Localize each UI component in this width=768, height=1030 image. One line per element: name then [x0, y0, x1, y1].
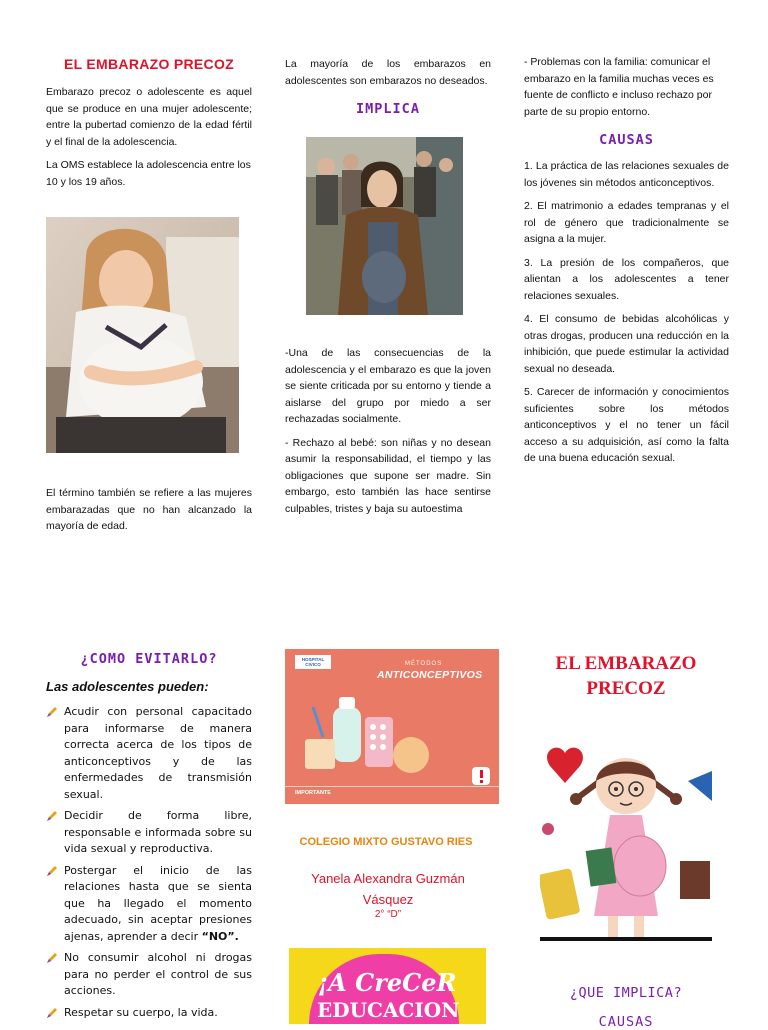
poster-footer-bar [285, 786, 499, 787]
title-embarazo-precoz: EL EMBARAZO PRECOZ [63, 56, 235, 72]
list-item: Respetar su cuerpo, la vida. [46, 1005, 252, 1022]
prevention-list [46, 704, 252, 1021]
illustration-cartoon-pregnant-girl [540, 741, 712, 941]
top-left-column [46, 56, 252, 197]
paragraph-consecuencias: -Una de las consecuencias de la adolescencia y el embarazo es que la joven se siente criticada por su entorno y tiende a aislarse del grupo por miedo a ser rechazadas socialmente. [285, 347, 491, 425]
bottom-left-column [46, 651, 252, 1026]
paragraph-no-deseados: La mayoría de los embarazos en adolescentes son embarazos no deseados. [285, 58, 491, 87]
poster-title: ANTICONCEPTIVOS [377, 669, 483, 681]
cover-title [540, 651, 712, 701]
top-right-column [524, 54, 729, 474]
heading-que-implica: ¿QUE IMPLICA? [569, 985, 683, 1001]
heading-implica: IMPLICA [356, 101, 420, 117]
heading-causas-cover: CAUSAS [598, 1014, 654, 1030]
causa-item: 5. Carecer de información y conocimientos suficientes sobre los métodos anticonceptivos y el no tener un fácil acceso a su adquisición, así como la falta de una buena educación sexual. [524, 386, 729, 464]
paragraph-mayoria-edad: El término también se refiere a las mujeres embarazadas que no han alcanzado la mayoría de edad. [46, 487, 252, 532]
paragraph-definition: Embarazo precoz o adolescente es aquel que se produce en una mujer adolescente; entre la pubertad comienzo de la edad fértil y el final de la adolescencia. [46, 86, 252, 148]
photo-teen-hallway [306, 137, 463, 315]
list-item: Acudir con personal capacitado para informarse de manera correcta acerca de los tipos de anticonceptivos y de las enfermedades de transmisión sexual. [46, 704, 252, 803]
poster-kicker: MÉTODOS [405, 661, 443, 667]
pencil-bullet-icon [46, 810, 58, 822]
causa-item: 2. El matrimonio a edades tempranas y el rol de género que tradicionalmente se asigna a la mujer. [524, 200, 729, 245]
grade-label: 2° “D” [374, 909, 402, 920]
poster-footer-label: IMPORTANTE [295, 790, 331, 796]
cover-title-line2: PRECOZ [586, 678, 666, 699]
school-name: COLEGIO MIXTO GUSTAVO RIES [299, 836, 473, 848]
alert-sign-icon [471, 766, 491, 786]
cover-title-line1: EL EMBARAZO [555, 653, 697, 674]
cover-divider [540, 937, 712, 941]
pencil-bullet-icon [46, 865, 58, 877]
banner-a-crecer [289, 948, 486, 1024]
poster-brand: HOSPITAL CIVICO [295, 655, 331, 669]
paragraph-rechazo-bebe: - Rechazo al bebé: son niñas y no desean asumir la responsabilidad, el tiempo y las obligaciones que supone ser madre. Sin embargo, esto también las hace sentirse culpables, tristes y baja su autoestima [285, 436, 491, 515]
top-middle-column [285, 56, 491, 117]
top-left-bottom-text [46, 485, 252, 542]
paragraph-problemas-familia: - Problemas con la familia: comunicar el embarazo en la familia muchas veces es fuente de conflicto e incluso rechazo por parte de su propio entorno. [524, 56, 714, 118]
banner-line1: ¡A CreCeR [317, 968, 457, 997]
causa-item: 4. El consumo de bebidas alcohólicas y otras drogas, producen una reducción en la inhibición, que puede estimular la actividad sexual no deseada. [524, 313, 729, 375]
subheading-adolescentes-pueden: Las adolescentes pueden: [46, 679, 209, 694]
photo-pregnant-teen [46, 217, 239, 453]
contraceptive-characters-icon [293, 677, 443, 787]
pencil-bullet-icon [46, 706, 58, 718]
student-name: Yanela Alexandra Guzmán Vásquez [311, 871, 465, 907]
poster-anticonceptivos [285, 649, 499, 804]
pencil-bullet-icon [46, 952, 58, 964]
top-middle-bottom-text [285, 345, 491, 524]
list-item: Decidir de forma libre, responsable e informada sobre su vida sexual y reproductiva. [46, 808, 252, 858]
list-item: Postergar el inicio de las relaciones hasta que se sienta que ha llegado el momento adecuado, sin aceptar presiones ajenas, aprender a decir “NO”. [46, 863, 252, 946]
list-item: No consumir alcohol ni drogas para no perder el control de sus acciones. [46, 950, 252, 1000]
causa-item: 3. La presión de los compañeros, que alientan a los adolescentes a tener relaciones sexuales. [524, 256, 729, 302]
causa-item: 1. La práctica de las relaciones sexuales de los jóvenes sin métodos anticonceptivos. [524, 160, 729, 189]
heading-como-evitarlo: ¿COMO EVITARLO? [80, 651, 218, 667]
pencil-bullet-icon [46, 1007, 58, 1019]
banner-line2: EDUCACION [317, 998, 460, 1022]
heading-causas: CAUSAS [599, 132, 654, 148]
paragraph-oms: La OMS establece la adolescencia entre los 10 y los 19 años. [46, 159, 251, 188]
